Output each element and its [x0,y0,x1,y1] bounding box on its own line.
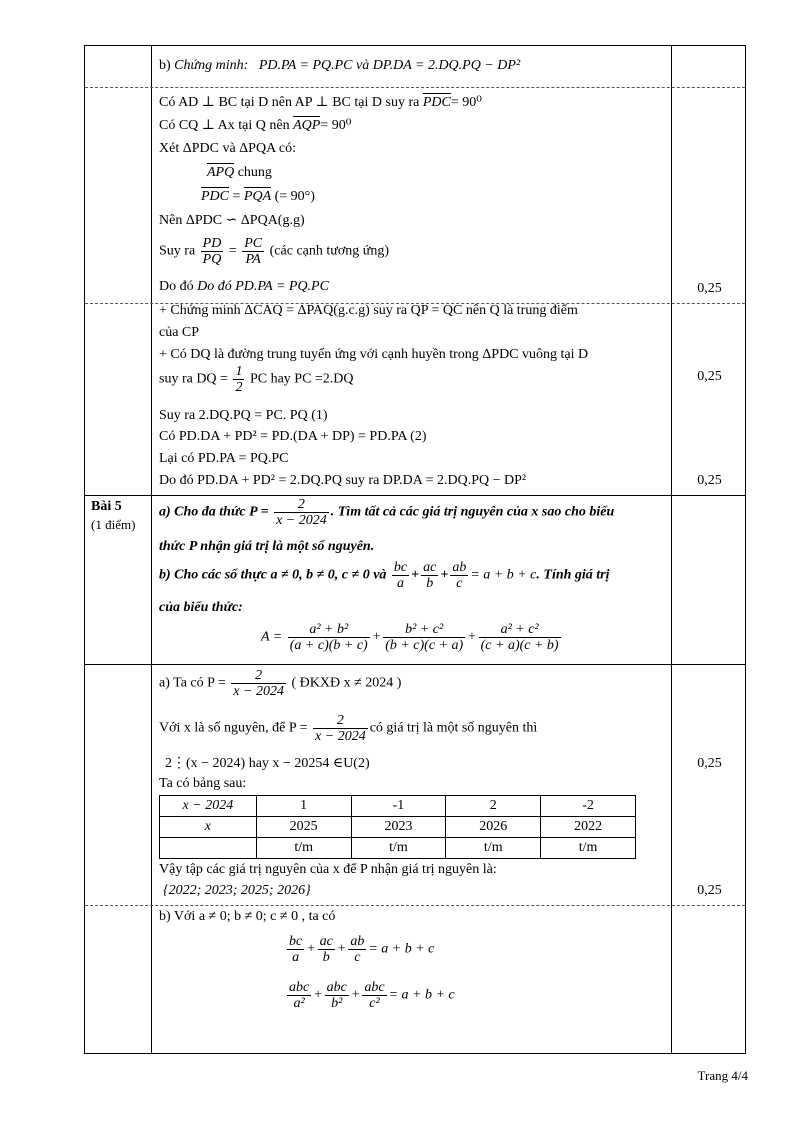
table-cell: x − 2024 [160,796,257,817]
proof-line: của CP [159,325,200,340]
problem-label: Bài 5 [91,499,122,514]
table-cell: 2022 [541,817,636,838]
table-cell: 1 [256,796,351,817]
page-number: Trang 4/4 [697,1068,748,1083]
column-divider [151,46,152,1053]
table-row [160,817,636,838]
proof-line: Xét ΔPDC và ΔPQA có: [159,141,297,156]
proof-line: suy ra DQ = $\frac{1}{2}$ PC hay PC =2.DQ [159,364,354,395]
solution-b-line1: b) Với a ≠ 0; b ≠ 0; c ≠ 0 , ta có [159,909,336,924]
table-cell: -1 [351,796,446,817]
proof-line: Suy ra 2.DQ.PQ = PC. PQ (1) [159,408,328,423]
solution-a-line4: Ta có bảng sau: [159,776,247,791]
score: 0,25 [697,281,722,296]
question-a-line2: thức P nhận giá trị là một số nguyên. [159,539,375,554]
score: 0,25 [697,369,722,384]
table-cell: t/m [351,838,446,859]
part4b-heading: b) Chứng minh: PD.PA = PQ.PC và DP.DA = 2.DQ.PQ − DP² [159,58,521,73]
table-cell: t/m [541,838,636,859]
proof-line: Lại có PD.PA = PQ.PC [159,451,289,466]
answer-key-table [84,45,746,1054]
proof-line: Do đó PD.DA + PD² = 2.DQ.PQ suy ra DP.DA = 2.DQ.PQ − DP² [159,473,527,488]
table-cell: t/m [256,838,351,859]
question-b: b) Cho các số thực a ≠ 0, b ≠ 0, c ≠ 0 và $\frac{bc}{a}$ + $\frac{ac}{b}$ + $\frac{ab}{c}$ = a + b + c. Tính giá trị [159,560,610,591]
proof-line: APQ chung [207,165,272,180]
solution-a-line3: 2⋮(x − 2024) hay x − 20254 ∈U(2) [165,756,370,771]
problem-points: (1 điểm) [91,517,136,532]
proof-line: Có PD.DA + PD² = PD.(DA + DP) = PD.PA (2) [159,429,427,444]
table-cell: x [160,817,257,838]
table-cell: 2026 [446,817,541,838]
table-cell: -2 [541,796,636,817]
proof-line: + Có DQ là đường trung tuyến ứng với cạnh huyền trong ΔPDC vuông tại D [159,347,589,362]
score: 0,25 [697,473,722,488]
expression-A: A = $\frac{\text{a² + b²}}{(a + c)(b + c)}$ + $\frac{\text{b² + c²}}{(b + c)(c + a)}$ + $\frac{\text{a² + c²}}{(c + a)(c + b)}$ [261,622,559,653]
solution-a-line6: {2022; 2023; 2025; 2026} [163,883,311,898]
row-divider [85,905,745,906]
row-divider [85,87,745,88]
solution-a-line5: Vậy tập các giá trị nguyên của x để P nhận giá trị nguyên là: [159,862,497,877]
table-cell: t/m [446,838,541,859]
row-divider [85,664,745,665]
proof-line: Do đó Do đó PD.PA = PQ.PC [159,279,329,294]
table-row [160,796,636,817]
solution-a-line1: a) Ta có P = $\frac{2}{x - 2024}$ ( ĐKXĐ x ≠ 2024 ) [159,668,402,699]
proof-line: Có AD ⊥ BC tại D nên AP ⊥ BC tại D suy ra PDC= 90⁰ [159,95,482,110]
table-cell [160,838,257,859]
score: 0,25 [697,756,722,771]
question-a: a) Cho đa thức P = $\frac{2}{x - 2024}$ . Tìm tất cả các giá trị nguyên của x sao cho biểu [159,497,615,528]
proof-line: PDC = PQA (= 90°) [201,189,315,204]
solution-b-eq1: $\frac{bc}{a}$ + $\frac{ac}{b}$ + $\frac{ab}{c}$ = a + b + c [289,934,435,965]
row-divider [85,495,745,496]
proof-line: Nên ΔPDC ∽ ΔPQA(g.g) [159,213,305,228]
solution-b-eq2: $\frac{\text{abc}}{\text{a²}}$ + $\frac{\text{abc}}{\text{b²}}$ + $\frac{\text{abc}}{\text{c²}}$ = a + b + c [289,980,455,1011]
table-row [160,838,636,859]
table-cell: 2025 [256,817,351,838]
solution-a-line2: Với x là số nguyên, để P = $\frac{2}{x - 2024}$ có giá trị là một số nguyên thì [159,713,538,744]
proof-line: Có CQ ⊥ Ax tại Q nên AQP= 90⁰ [159,118,352,133]
question-b-line2: của biểu thức: [159,600,243,615]
score: 0,25 [697,883,722,898]
value-table [159,795,636,859]
table-cell: 2023 [351,817,446,838]
table-cell: 2 [446,796,541,817]
column-divider [671,46,672,1053]
proof-line: + Chứng minh ΔCAQ = ΔPAQ(g.c.g) suy ra QP = QC nên Q là trung điểm [159,303,578,318]
proof-line: Suy ra $\frac{PD}{PQ}$ = $\frac{PC}{PA}$ (các cạnh tương ứng) [159,236,390,267]
